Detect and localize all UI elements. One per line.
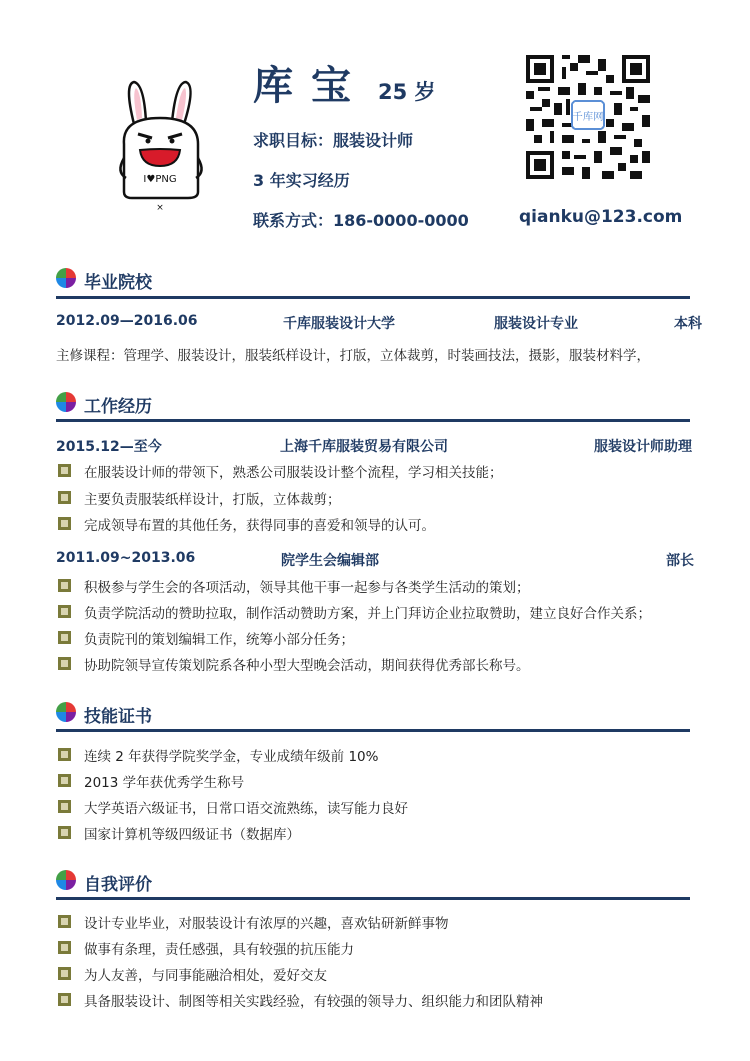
job-2-item: 积极参与学生会的各项活动，领导其他干事一起参与各类学生活动的策划；: [84, 580, 530, 596]
job-1-role: 服装设计师助理: [594, 439, 692, 455]
self-eval-title: 自我评价: [84, 875, 152, 895]
job-1-org: 上海千库服装贸易有限公司: [280, 439, 448, 455]
education-period: 2012.09—2016.06: [56, 313, 198, 329]
qr-logo: 千库网: [572, 111, 604, 124]
bullet-icon: [58, 491, 71, 504]
job-1-item: 主要负责服装纸样设计，打版，立体裁剪；: [84, 492, 341, 508]
self-eval-item: 为人友善，与同事能融洽相处，爱好交友: [84, 968, 327, 984]
education-title: 毕业院校: [84, 273, 152, 293]
bullet-icon: [58, 915, 71, 928]
skill-item: 国家计算机等级四级证书（数据库）: [84, 827, 300, 843]
svg-text:×: ×: [156, 203, 164, 213]
skill-item: 连续 2 年获得学院奖学金，专业成绩年级前 10%: [84, 749, 379, 765]
bullet-icon: [58, 826, 71, 839]
job-objective: 求职目标：服装设计师: [253, 131, 414, 150]
contact-email: qianku@123.com: [519, 207, 683, 227]
bullet-icon: [58, 579, 71, 592]
job-1-period: 2015.12—至今: [56, 439, 162, 455]
education-divider: [56, 296, 690, 299]
education-major: 服装设计专业: [494, 316, 578, 332]
avatar-label: I♥PNG: [143, 174, 177, 185]
bullet-icon: [58, 941, 71, 954]
self-eval-section-icon: [56, 870, 76, 890]
bullet-icon: [58, 464, 71, 477]
candidate-name: 库宝: [253, 63, 369, 109]
avatar-bunny-illustration: [112, 74, 210, 214]
work-title: 工作经历: [84, 397, 152, 417]
skills-title: 技能证书: [84, 707, 152, 727]
job-2-period: 2011.09~2013.06: [56, 550, 196, 566]
bullet-icon: [58, 631, 71, 644]
job-1-item: 完成领导布置的其他任务，获得同事的喜爱和领导的认可。: [84, 518, 435, 534]
work-divider: [56, 419, 690, 422]
skills-divider: [56, 729, 690, 732]
bullet-icon: [58, 657, 71, 670]
bullet-icon: [58, 800, 71, 813]
experience-years: 3 年实习经历: [253, 171, 350, 190]
bullet-icon: [58, 748, 71, 761]
education-section-icon: [56, 268, 76, 288]
skill-item: 2013 学年获优秀学生称号: [84, 775, 245, 791]
self-eval-item: 具备服装设计、制图等相关实践经验，有较强的领导力、组织能力和团队精神: [84, 994, 543, 1010]
contact-phone: 联系方式：186-0000-0000: [253, 211, 469, 230]
job-1-item: 在服装设计师的带领下，熟悉公司服装设计整个流程，学习相关技能；: [84, 465, 503, 481]
skills-section-icon: [56, 702, 76, 722]
job-2-item: 负责学院活动的赞助拉取，制作活动赞助方案，并上门拜访企业拉取赞助，建立良好合作关系；: [84, 606, 651, 622]
job-2-item: 协助院领导宣传策划院系各种小型大型晚会活动，期间获得优秀部长称号。: [84, 658, 530, 674]
bullet-icon: [58, 993, 71, 1006]
work-section-icon: [56, 392, 76, 412]
education-school: 千库服装设计大学: [283, 316, 395, 332]
qr-code-icon: [526, 55, 650, 179]
bullet-icon: [58, 605, 71, 618]
skill-item: 大学英语六级证书，日常口语交流熟练，读写能力良好: [84, 801, 408, 817]
bullet-icon: [58, 967, 71, 980]
self-eval-divider: [56, 897, 690, 900]
job-2-role: 部长: [666, 553, 694, 569]
job-2-org: 院学生会编辑部: [281, 553, 379, 569]
candidate-age: 25 岁: [378, 80, 436, 104]
education-degree: 本科: [674, 316, 702, 332]
self-eval-item: 设计专业毕业，对服装设计有浓厚的兴趣，喜欢钻研新鲜事物: [84, 916, 449, 932]
self-eval-item: 做事有条理，责任感强，具有较强的抗压能力: [84, 942, 354, 958]
job-2-item: 负责院刊的策划编辑工作，统筹小部分任务；: [84, 632, 354, 648]
bullet-icon: [58, 517, 71, 530]
education-courses: 主修课程：管理学、服装设计，服装纸样设计，打版，立体裁剪，时装画技法，摄影，服装材料学，: [56, 348, 650, 364]
bullet-icon: [58, 774, 71, 787]
